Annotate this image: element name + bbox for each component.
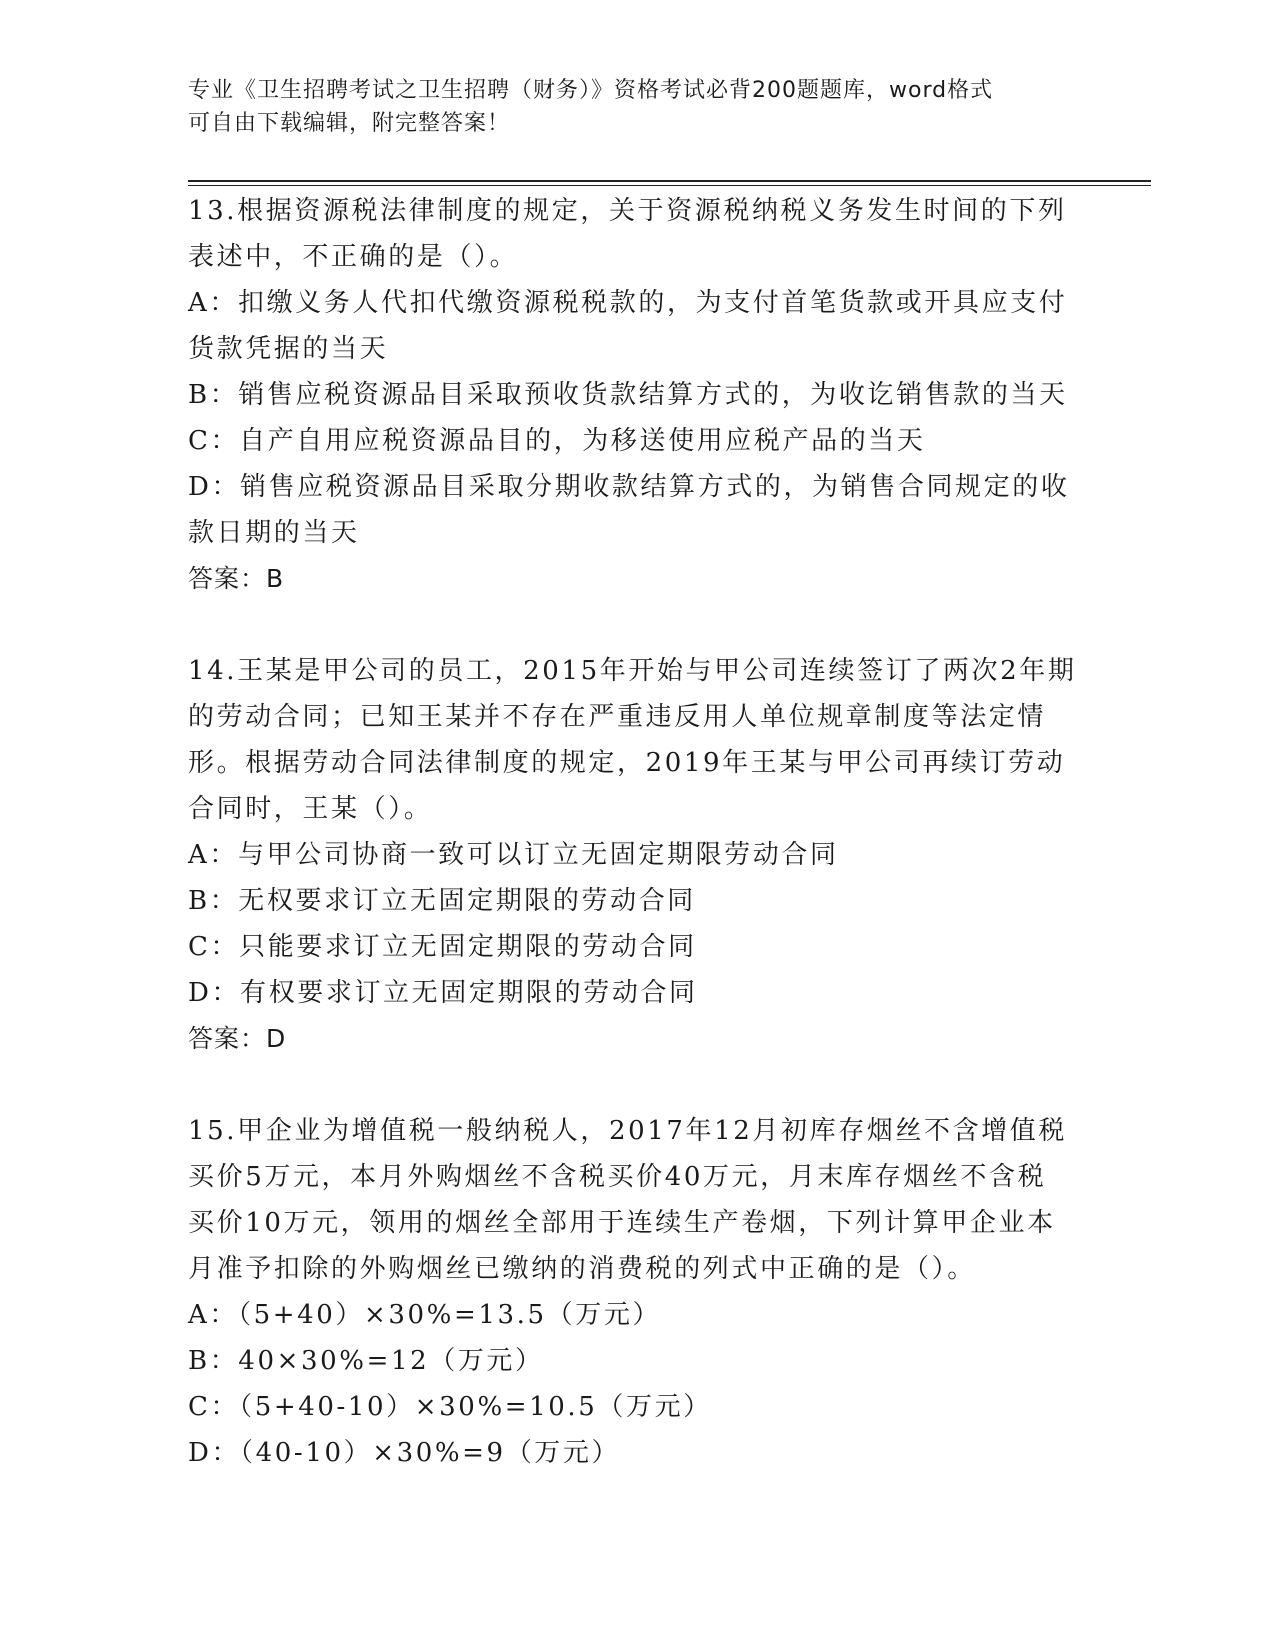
option-a-line: A：（5+40）×30%=13.5（万元） xyxy=(188,1300,662,1330)
question-stem-line: 形。根据劳动合同法律制度的规定，2019年王某与甲公司再续订劳动 xyxy=(188,748,1066,778)
answer-label: 答案：D xyxy=(188,1024,287,1053)
option-d-line: D：有权要求订立无固定期限的劳动合同 xyxy=(188,978,698,1008)
question-stem-line: 的劳动合同；已知王某并不存在严重违反用人单位规章制度等法定情 xyxy=(188,702,1047,732)
answer-label: 答案：B xyxy=(188,564,285,593)
option-a-line: A：与甲公司协商一致可以订立无固定期限劳动合同 xyxy=(188,840,839,870)
option-d-line: 款日期的当天 xyxy=(188,518,360,548)
option-d-line: D：销售应税资源品目采取分期收款结算方式的，为销售合同规定的收 xyxy=(188,472,1070,502)
option-d-line: D：（40-10）×30%=9（万元） xyxy=(188,1438,621,1468)
header-line-1: 专业《卫生招聘考试之卫生招聘（财务）》资格考试必背200题题库，word格式 xyxy=(188,78,994,103)
question-stem-line: 合同时，王某（）。 xyxy=(188,794,433,824)
question-stem-line: 买价5万元，本月外购烟丝不含税买价40万元，月末库存烟丝不含税 xyxy=(188,1162,1047,1192)
question-spacer xyxy=(188,1062,1088,1108)
option-a-line: 货款凭据的当天 xyxy=(188,334,389,364)
document-header xyxy=(188,74,1068,140)
question-stem-line: 13.根据资源税法律制度的规定，关于资源税纳税义务发生时间的下列 xyxy=(188,196,1067,226)
header-line-2: 可自由下载编辑，附完整答案！ xyxy=(188,111,511,136)
question-spacer xyxy=(188,602,1088,648)
option-b-line: B：无权要求订立无固定期限的劳动合同 xyxy=(188,886,696,916)
question-14 xyxy=(188,648,1088,1062)
option-a-line: A：扣缴义务人代扣代缴资源税税款的，为支付首笔货款或开具应支付 xyxy=(188,288,1068,318)
option-b-line: B：40×30%=12（万元） xyxy=(188,1346,544,1376)
question-stem-line: 14.王某是甲公司的员工，2015年开始与甲公司连续签订了两次2年期 xyxy=(188,656,1077,686)
header-divider-thin xyxy=(188,185,1151,186)
header-divider-thick xyxy=(188,180,1151,182)
question-15 xyxy=(188,1108,1088,1476)
question-stem-line: 买价10万元，领用的烟丝全部用于连续生产卷烟，下列计算甲企业本 xyxy=(188,1208,1056,1238)
option-c-line: C：（5+40-10）×30%=10.5（万元） xyxy=(188,1392,712,1422)
question-stem-line: 表述中，不正确的是（）。 xyxy=(188,242,519,272)
option-c-line: C：自产自用应税资源品目的，为移送使用应税产品的当天 xyxy=(188,426,926,456)
question-list xyxy=(188,188,1088,1476)
option-b-line: B：销售应税资源品目采取预收货款结算方式的，为收讫销售款的当天 xyxy=(188,380,1068,410)
question-stem-line: 15.甲企业为增值税一般纳税人，2017年12月初库存烟丝不含增值税 xyxy=(188,1116,1068,1146)
question-stem-line: 月准予扣除的外购烟丝已缴纳的消费税的列式中正确的是（）。 xyxy=(188,1254,976,1284)
question-13 xyxy=(188,188,1088,602)
option-c-line: C：只能要求订立无固定期限的劳动合同 xyxy=(188,932,697,962)
